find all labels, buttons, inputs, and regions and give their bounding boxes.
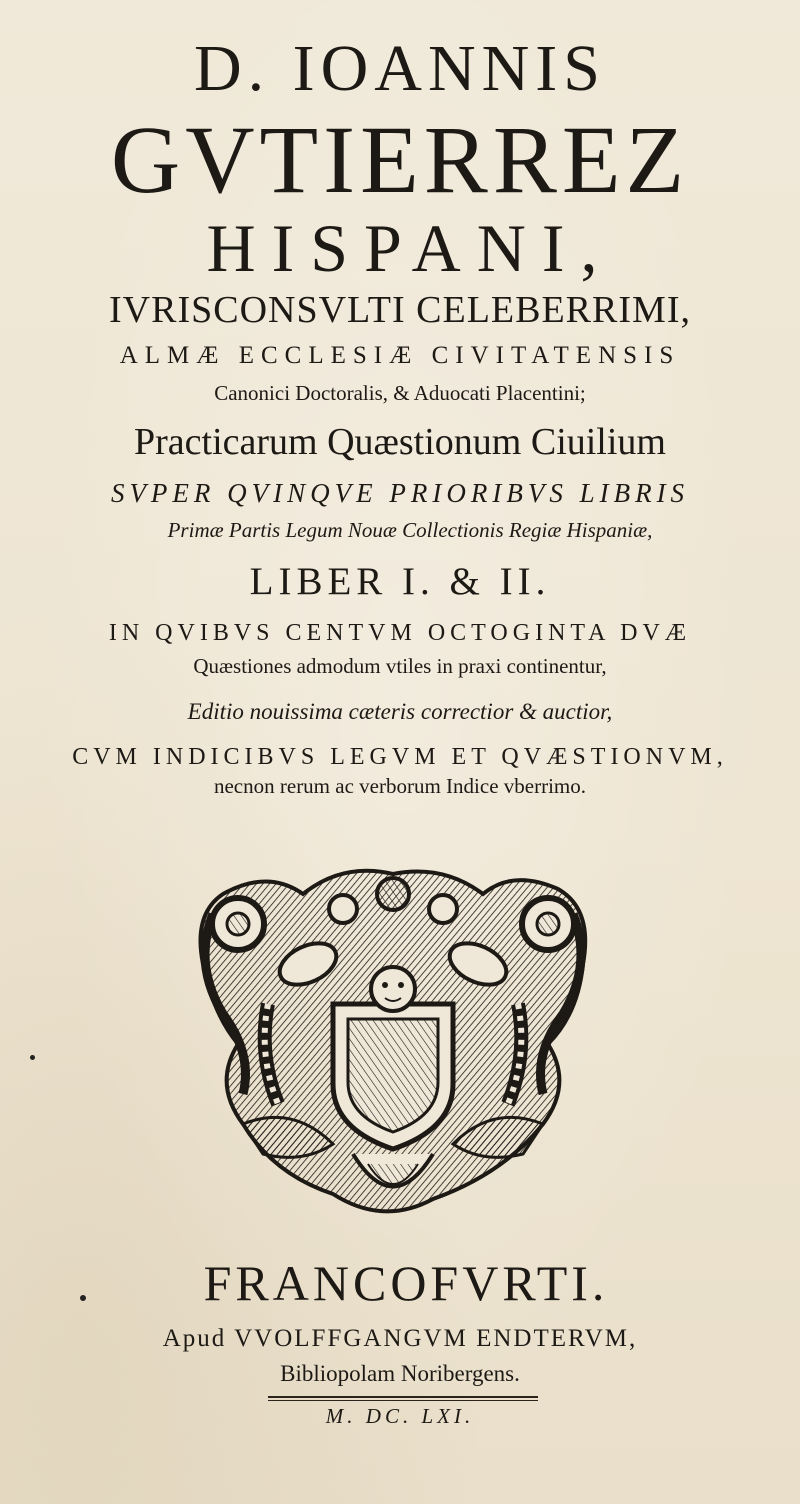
- work-title: Practicarum Quæstionum Ciuilium: [134, 421, 666, 463]
- ink-speck: [30, 1055, 35, 1060]
- book-number: LIBER I. & II.: [249, 560, 551, 603]
- author-surname: GVTIERREZ: [110, 106, 690, 213]
- printers-device-woodcut-icon: [183, 854, 603, 1226]
- author-epithet: IVRISCONSVLTI CELEBERRIMI,: [109, 289, 691, 331]
- collection-line: Primæ Partis Legum Nouæ Collectionis Regiæ Hispaniæ,: [167, 518, 653, 542]
- author-name-line: D. IOANNIS: [194, 32, 606, 105]
- author-origin: HISPANI,: [206, 210, 614, 286]
- double-rule-bottom: [268, 1400, 538, 1401]
- index-line: CVM INDICIBVS LEGVM ET QVÆSTIONVM,: [72, 744, 728, 770]
- edition-note: Editio nouissima cæteris correctior & auctior,: [187, 699, 613, 724]
- church-line: ALMÆ ECCLESIÆ CIVITATENSIS: [119, 342, 681, 369]
- imprint-year: M. DC. LXI.: [325, 1404, 475, 1428]
- contents-detail: Quæstiones admodum vtiles in praxi continentur,: [193, 654, 607, 678]
- imprint-city: FRANCOFVRTI.: [203, 1255, 609, 1311]
- ink-speck: [80, 1295, 86, 1301]
- scope-line: SVPER QVINQVE PRIORIBVS LIBRIS: [110, 478, 690, 508]
- canon-line: Canonici Doctoralis, & Aduocati Placentini;: [214, 381, 586, 405]
- imprint-printer: Apud VVOLFFGANGVM ENDTERVM,: [162, 1325, 638, 1352]
- index-detail: necnon rerum ac verborum Indice vberrimo.: [213, 774, 586, 798]
- contents-line: IN QVIBVS CENTVM OCTOGINTA DVÆ: [108, 620, 692, 646]
- double-rule-top: [268, 1396, 538, 1398]
- imprint-role: Bibliopolam Noribergens.: [280, 1361, 520, 1386]
